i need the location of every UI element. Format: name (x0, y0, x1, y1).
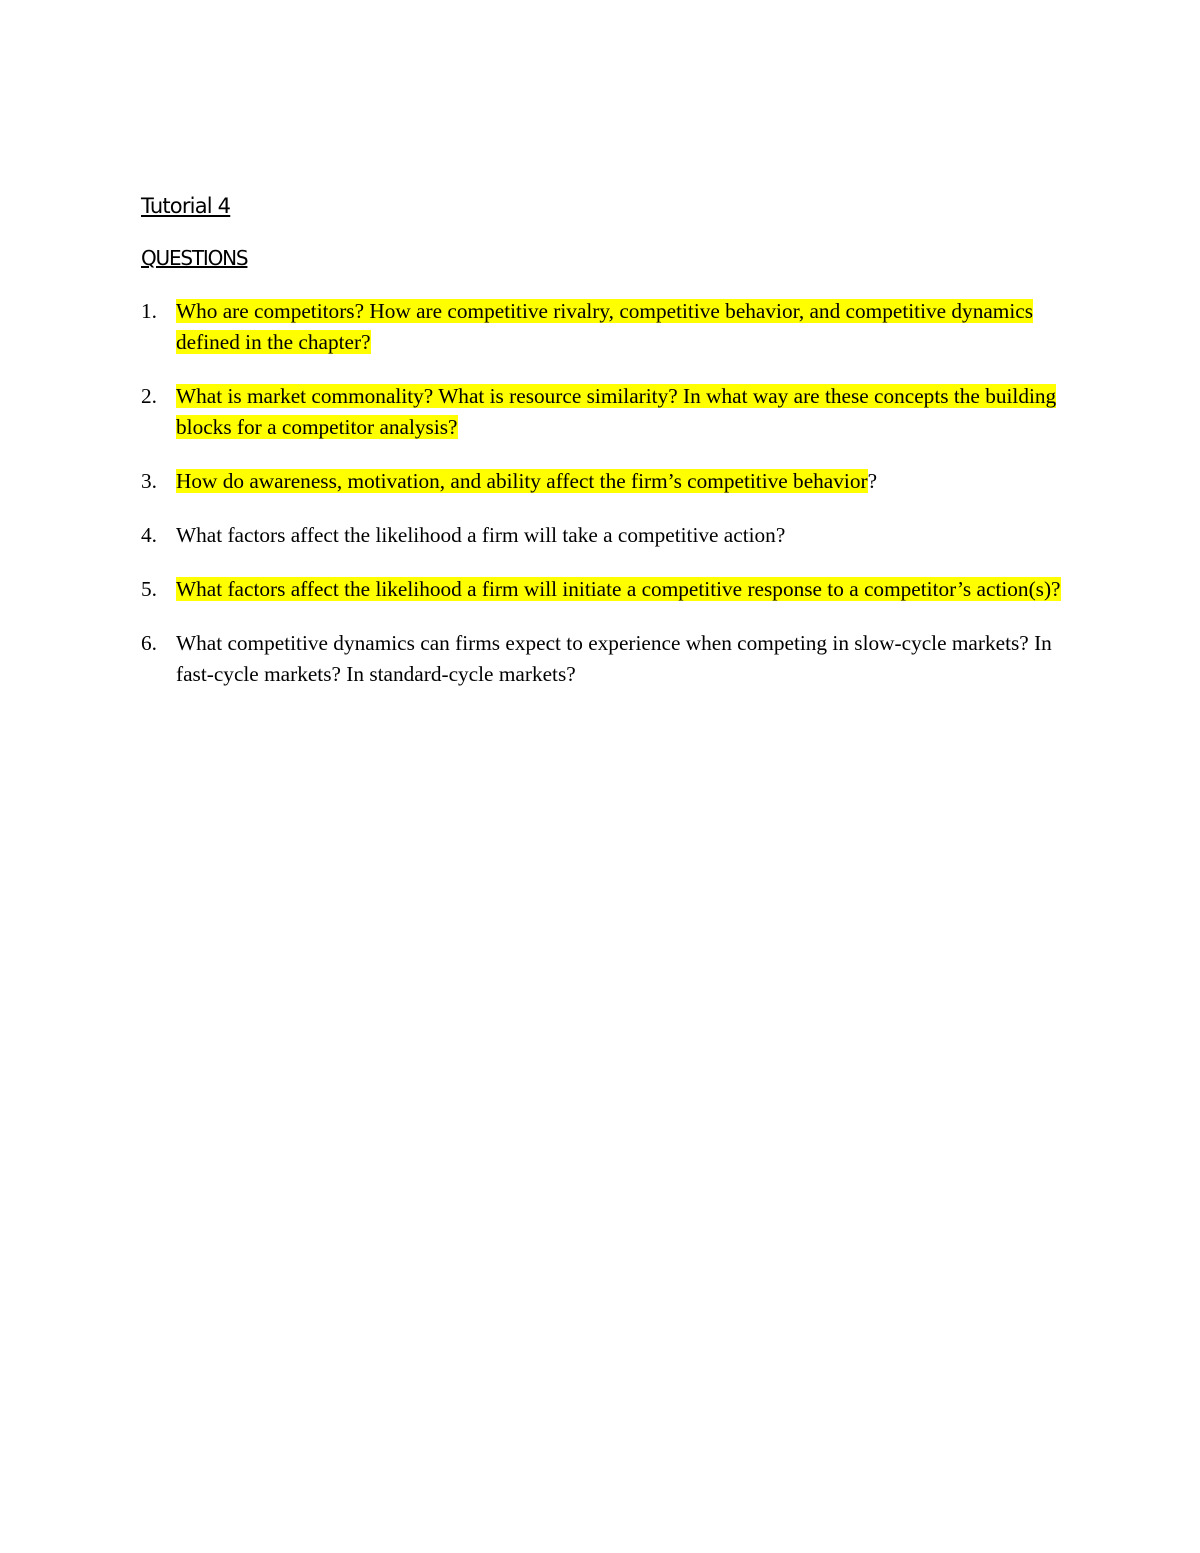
document-body (141, 190, 1081, 713)
question-highlighted-text: Who are competitors? How are competitive rivalry, competitive behavior, and competitive dynamics defined in the chapter? (176, 299, 1034, 354)
question-highlighted-text: How do awareness, motivation, and ability affect the firm’s competitive behavior (176, 469, 868, 493)
question-text: What factors affect the likelihood a firm will take a competitive action? (176, 523, 786, 547)
question-number: 1. (141, 299, 157, 323)
page-title: Tutorial 4 (141, 194, 231, 218)
question-item-6 (141, 628, 1081, 690)
question-text: What competitive dynamics can firms expect to experience when competing in slow-cycle markets? In fast-cycle markets? In standard-cycle markets? (176, 631, 1052, 686)
question-item-1 (141, 296, 1081, 358)
question-item-3 (141, 466, 1081, 497)
question-highlighted-text: What factors affect the likelihood a firm will initiate a competitive response to a competitor’s action(s)? (176, 577, 1061, 601)
question-item-2 (141, 381, 1081, 443)
question-highlighted-text: What is market commonality? What is resource similarity? In what way are these concepts the building blocks for a competitor analysis? (176, 384, 1057, 439)
questions-list (141, 296, 1081, 690)
question-item-4 (141, 520, 1081, 551)
questions-heading: QUESTIONS (141, 246, 248, 270)
question-number: 4. (141, 523, 157, 547)
question-number: 2. (141, 384, 157, 408)
question-number: 3. (141, 469, 157, 493)
question-text: ? (867, 469, 878, 493)
question-number: 6. (141, 631, 157, 655)
question-item-5 (141, 574, 1081, 605)
question-number: 5. (141, 577, 157, 601)
